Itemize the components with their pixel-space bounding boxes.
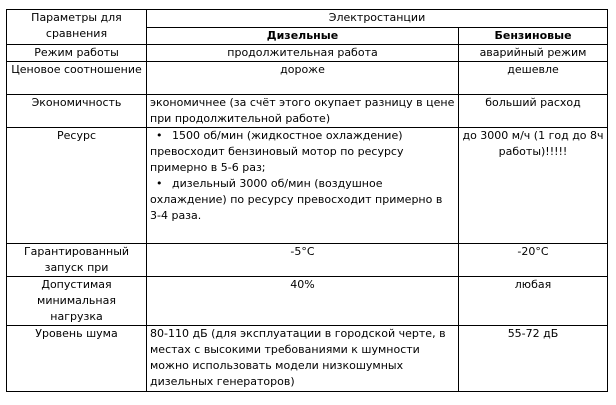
diesel-header: Дизельные: [266, 29, 339, 42]
economy-diesel-cell: [147, 95, 459, 128]
start-label: Гарантированный запуск при: [23, 245, 130, 274]
noise-label: Уровень шума: [35, 327, 118, 340]
start-diesel: -5°С: [290, 245, 315, 258]
load-petrol-cell: [459, 277, 608, 326]
row-price: [7, 62, 608, 95]
noise-petrol: 55-72 дБ: [507, 327, 559, 340]
noise-petrol-cell: [459, 326, 608, 392]
group-header: Электростанции: [328, 11, 426, 24]
economy-petrol-cell: [459, 95, 608, 128]
header-row-1: [7, 10, 608, 28]
load-diesel-cell: [147, 277, 459, 326]
resource-label-cell: [7, 128, 147, 244]
economy-label: Экономичность: [31, 96, 122, 109]
economy-label-cell: [7, 95, 147, 128]
mode-label: Режим работы: [34, 46, 119, 59]
economy-petrol: больший расход: [485, 96, 581, 109]
resource-diesel-cell: [147, 128, 459, 244]
mode-diesel-cell: [147, 45, 459, 62]
start-petrol-cell: [459, 244, 608, 277]
load-label: Допустимая минимальная нагрузка: [37, 278, 116, 323]
price-diesel: дороже: [280, 63, 325, 76]
row-economy: [7, 95, 608, 128]
resource-petrol: до 3000 м/ч (1 год до 8ч работы)!!!!!: [462, 129, 604, 158]
noise-label-cell: [7, 326, 147, 392]
param-header: Параметры для сравнения: [31, 11, 122, 40]
price-label: Ценовое соотношение: [11, 63, 142, 76]
param-header-cell: [7, 10, 147, 45]
resource-bullet-1: [150, 128, 455, 144]
price-petrol: дешевле: [507, 63, 559, 76]
row-resource: [7, 128, 608, 244]
group-header-cell: [147, 10, 608, 28]
noise-diesel-cell: [147, 326, 459, 392]
start-label-cell: [7, 244, 147, 277]
resource-diesel-2-rest: охлаждение) по ресурсу превосходит примерно в 3-4 раза.: [150, 193, 443, 222]
price-petrol-cell: [459, 62, 608, 95]
diesel-header-cell: [147, 28, 459, 45]
load-label-cell: [7, 277, 147, 326]
row-load: [7, 277, 608, 326]
row-mode: [7, 45, 608, 62]
resource-diesel-2-lead: дизельный 3000 об/мин (воздушное: [172, 177, 383, 190]
resource-label: Ресурс: [57, 129, 96, 142]
petrol-header: Бензиновые: [494, 29, 572, 42]
mode-petrol-cell: [459, 45, 608, 62]
start-diesel-cell: [147, 244, 459, 277]
price-diesel-cell: [147, 62, 459, 95]
petrol-header-cell: [459, 28, 608, 45]
price-label-cell: [7, 62, 147, 95]
comparison-table: [6, 9, 608, 392]
row-noise: [7, 326, 608, 392]
load-diesel: 40%: [290, 278, 315, 291]
resource-bullet-2: [150, 176, 455, 192]
resource-petrol-cell: [459, 128, 608, 244]
resource-diesel-1-lead: 1500 об/мин (жидкостное охлаждение): [172, 129, 403, 142]
economy-diesel: экономичнее (за счёт этого окупает разницу в цене при продолжительной работе): [150, 96, 455, 125]
start-petrol: -20°С: [517, 245, 549, 258]
noise-diesel: 80-110 дБ (для эксплуатации в городской черте, в местах с высокими требованиями к шумности можно использовать модели низкошумных дизельных генераторов): [150, 327, 446, 388]
bullet-icon: •: [156, 177, 163, 190]
row-start: [7, 244, 608, 277]
mode-diesel: продолжительная работа: [227, 46, 378, 59]
mode-label-cell: [7, 45, 147, 62]
load-petrol: любая: [514, 278, 552, 291]
resource-diesel-1-rest: превосходит бензиновый мотор по ресурсу примерно в 5-6 раз;: [150, 145, 404, 174]
mode-petrol: аварийный режим: [479, 46, 587, 59]
bullet-icon: •: [156, 129, 163, 142]
